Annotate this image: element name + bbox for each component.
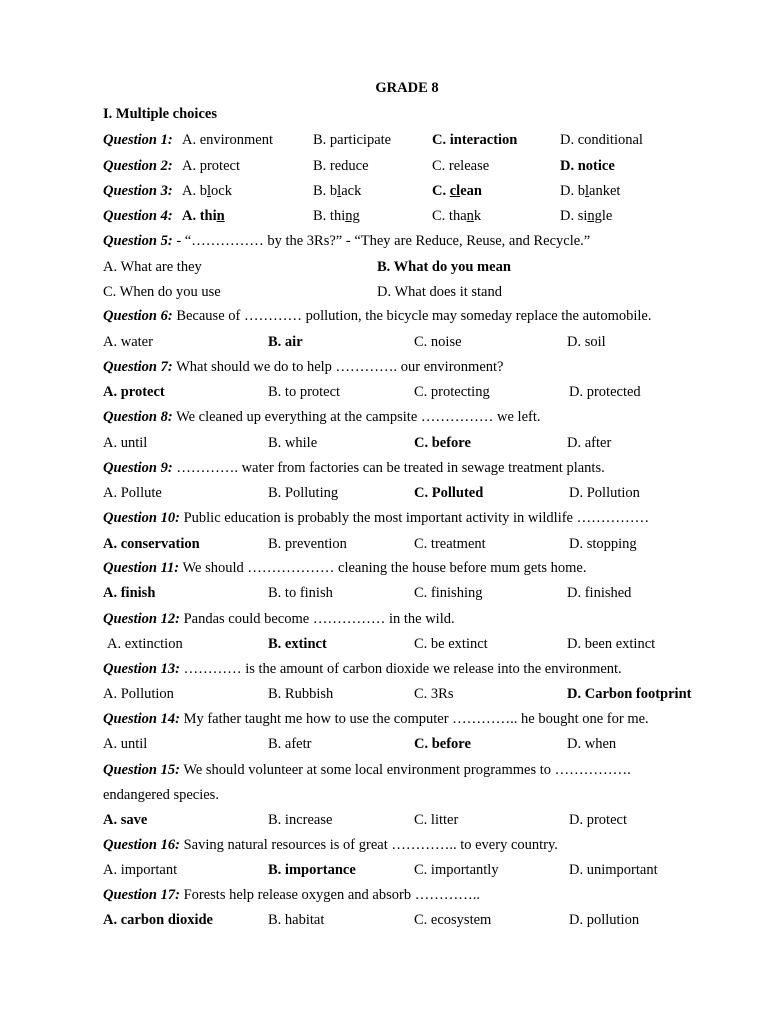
question-label: Question 16: [103, 837, 180, 853]
option-d-answer: D. Carbon footprint [567, 686, 692, 702]
option-b: B. reduce [313, 158, 369, 174]
question-label: Question 7: [103, 359, 173, 375]
option-c-answer: C. Polluted [414, 485, 484, 501]
option-c: C. ecosystem [414, 912, 492, 928]
question-text: My father taught me how to use the computer ………….. he bought one for me. [179, 711, 649, 727]
option-d: D. unimportant [569, 862, 658, 878]
question-text: ………… is the amount of carbon dioxide we release into the environment. [179, 661, 622, 677]
question-label: Question 1: [103, 132, 173, 148]
question-text: Pandas could become …………… in the wild. [179, 611, 455, 627]
option-d: D. protect [569, 812, 627, 828]
option-a: A. extinction [107, 636, 183, 652]
question-label: Question 10: [103, 510, 180, 526]
option-c: C. release [432, 158, 490, 174]
option-d: D. pollution [569, 912, 640, 928]
question-label: Question 4: [103, 208, 173, 224]
question-16 [103, 835, 558, 855]
option-b: B. Polluting [268, 485, 339, 501]
option-c: C. protecting [414, 384, 490, 400]
option-d: D. after [567, 435, 612, 451]
option-b: B. to finish [268, 585, 333, 601]
option-c: C. When do you use [103, 284, 221, 300]
option-b-answer: B. air [268, 334, 303, 350]
option-b: B. while [268, 435, 318, 451]
option-b: B. habitat [268, 912, 325, 928]
option-a: A. protect [182, 158, 240, 174]
question-14 [103, 709, 649, 729]
question-text: endangered species. [103, 787, 219, 803]
option-d: D. when [567, 736, 617, 752]
question-label: Question 5: [103, 233, 173, 249]
question-text: Because of ………… pollution, the bicycle may someday replace the automobile. [172, 308, 652, 324]
option-c-answer: C. before [414, 736, 471, 752]
option-a-answer: A. finish [103, 585, 156, 601]
page-title: GRADE 8 [375, 80, 439, 96]
question-text: Public education is probably the most important activity in wildlife …………… [179, 510, 650, 526]
option-b-answer: B. What do you mean [377, 259, 511, 275]
option-d: D. conditional [560, 132, 643, 148]
option-b: B. to protect [268, 384, 341, 400]
option-c-answer: C. clean [432, 183, 482, 199]
question-label: Question 14: [103, 711, 180, 727]
option-d-answer: D. notice [560, 158, 615, 174]
option-b: B. Rubbish [268, 686, 334, 702]
option-c: C. 3Rs [414, 686, 454, 702]
option-d: D. soil [567, 334, 606, 350]
option-b: B. prevention [268, 536, 347, 552]
section-heading: I. Multiple choices [103, 106, 217, 122]
option-b: B. thing [313, 208, 360, 224]
option-c: C. litter [414, 812, 459, 828]
option-d: D. blanket [560, 183, 621, 199]
option-a-answer: A. protect [103, 384, 165, 400]
option-b-answer: B. importance [268, 862, 356, 878]
question-8 [103, 407, 541, 427]
question-label: Question 2: [103, 158, 173, 174]
question-label: Question 8: [103, 409, 173, 425]
option-a: A. Pollution [103, 686, 174, 702]
option-c: C. importantly [414, 862, 499, 878]
option-d: D. What does it stand [377, 284, 502, 300]
option-a-answer: A. conservation [103, 536, 200, 552]
question-13 [103, 659, 622, 679]
question-17 [103, 885, 480, 905]
option-d: D. been extinct [567, 636, 656, 652]
question-7 [103, 357, 503, 377]
option-c: C. be extinct [414, 636, 488, 652]
question-5 [103, 231, 590, 251]
question-15-continuation [103, 785, 219, 805]
option-b: B. participate [313, 132, 392, 148]
question-label: Question 17: [103, 887, 180, 903]
question-label: Question 3: [103, 183, 173, 199]
option-b: B. afetr [268, 736, 312, 752]
option-b-answer: B. extinct [268, 636, 327, 652]
question-label: Question 15: [103, 762, 180, 778]
question-11 [103, 558, 586, 578]
option-a: A. important [103, 862, 178, 878]
option-c: C. noise [414, 334, 462, 350]
option-d: D. Pollution [569, 485, 640, 501]
question-6 [103, 306, 651, 326]
question-text: …………. water from factories can be treated in sewage treatment plants. [172, 460, 605, 476]
question-label: Question 9: [103, 460, 173, 476]
option-d: D. single [560, 208, 613, 224]
option-c-answer: C. before [414, 435, 471, 451]
option-a: A. until [103, 736, 148, 752]
option-c-answer: C. interaction [432, 132, 518, 148]
option-a-answer: A. save [103, 812, 148, 828]
option-d: D. finished [567, 585, 632, 601]
option-a-answer: A. carbon dioxide [103, 912, 213, 928]
option-c: C. thank [432, 208, 482, 224]
option-c: C. finishing [414, 585, 483, 601]
question-15 [103, 760, 631, 780]
question-text: We should ……………… cleaning the house before mum gets home. [179, 560, 587, 576]
option-a-answer: A. thin [182, 208, 225, 224]
question-10 [103, 508, 649, 528]
question-text: We should volunteer at some local environment programmes to ……………. [179, 762, 631, 778]
option-d: D. protected [569, 384, 641, 400]
question-text: We cleaned up everything at the campsite …………… we left. [172, 409, 541, 425]
option-d: D. stopping [569, 536, 637, 552]
option-a: A. environment [182, 132, 274, 148]
question-label: Question 11: [103, 560, 180, 576]
question-12 [103, 609, 455, 629]
question-text: - “…………… by the 3Rs?” - “They are Reduce, Reuse, and Recycle.” [172, 233, 591, 249]
question-label: Question 6: [103, 308, 173, 324]
option-a: A. What are they [103, 259, 202, 275]
question-9 [103, 458, 605, 478]
question-text: What should we do to help …………. our environment? [172, 359, 504, 375]
question-label: Question 13: [103, 661, 180, 677]
option-a: A. until [103, 435, 148, 451]
question-text: Forests help release oxygen and absorb ………….. [179, 887, 480, 903]
option-a: A. water [103, 334, 153, 350]
option-c: C. treatment [414, 536, 486, 552]
question-text: Saving natural resources is of great ………….. to every country. [179, 837, 558, 853]
option-a: A. Pollute [103, 485, 162, 501]
option-b: B. increase [268, 812, 333, 828]
option-a: A. block [182, 183, 232, 199]
option-b: B. black [313, 183, 362, 199]
question-label: Question 12: [103, 611, 180, 627]
